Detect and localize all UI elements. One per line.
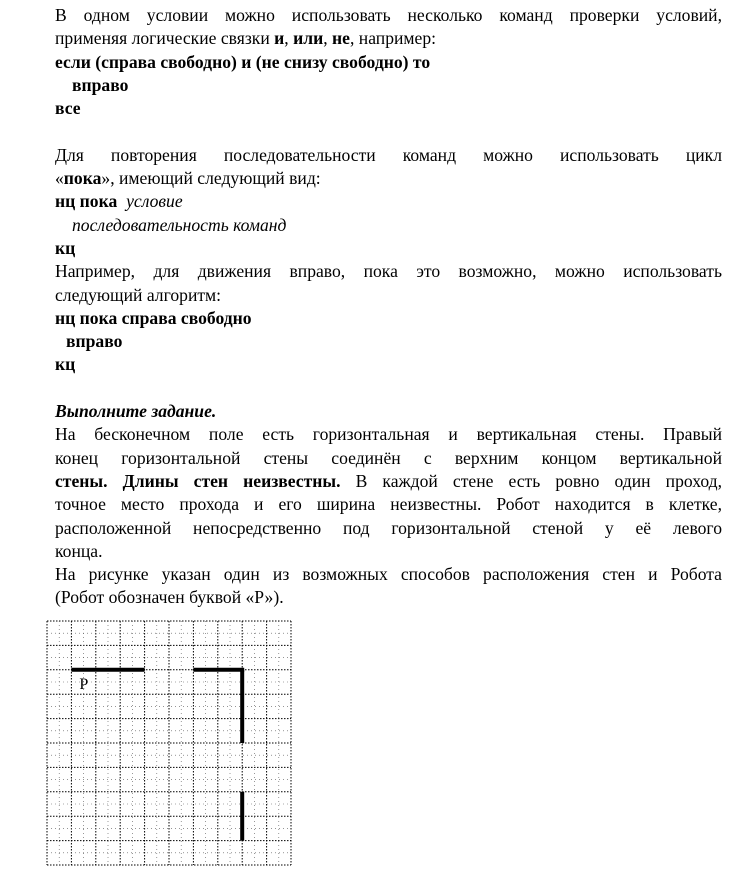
document-page — [55, 4, 722, 610]
example2-head: нц пока справа свободно — [55, 307, 252, 328]
para3-line1: Например, для движения вправо, пока это возможно, можно использовать — [55, 261, 722, 282]
robot-label: Р — [79, 675, 89, 693]
syntax-body: последовательность команд — [72, 214, 287, 235]
task-line2: конец горизонтальной стены соединён с верхним концом вертикальной — [55, 447, 722, 468]
spacer — [55, 120, 722, 143]
keyword-and: и — [274, 28, 285, 49]
task-line5: расположенной непосредственно под горизонтальной стеной у её левого — [55, 517, 722, 538]
example1-end: все — [55, 98, 81, 119]
para2-line2 — [55, 167, 722, 190]
task-line8: (Робот обозначен буквой «Р»). — [55, 587, 284, 608]
task-line7: На рисунке указан один из возможных способов расположения стен и Робота — [55, 564, 722, 585]
field-figure — [46, 620, 298, 868]
keyword-not: не — [332, 28, 350, 49]
task-line4: точное место прохода и его ширина неизвестны. Робот находится в клетке, — [55, 494, 722, 515]
syntax-condition: условие — [126, 191, 183, 212]
keyword-while: пока — [63, 168, 102, 189]
example2-end: кц — [55, 354, 76, 375]
spacer — [55, 377, 722, 400]
para3-line2: следующий алгоритм: — [55, 284, 222, 305]
para2-line1: Для повторения последовательности команд можно использовать цикл — [55, 144, 722, 165]
bold-text: стены. Длины стен неизвестны. — [55, 470, 341, 491]
text: , например: — [349, 28, 437, 49]
syntax-head — [55, 190, 722, 213]
text: « — [55, 168, 64, 189]
task-line3 — [55, 470, 722, 493]
para1-line1: В одном условии можно использовать несколько команд проверки условий, — [55, 5, 722, 25]
text: В каждой стене есть ровно один проход, — [340, 470, 722, 491]
example2-body: вправо — [66, 331, 123, 352]
keyword-nc-while: нц пока — [55, 191, 118, 212]
text: , — [323, 28, 333, 49]
task-line1: На бесконечном поле есть горизонтальная и вертикальная стены. Правый — [55, 424, 722, 445]
text: », имеющий следующий вид: — [101, 168, 321, 189]
para1-line2 — [55, 27, 722, 50]
text: применяя логические связки — [55, 28, 275, 49]
example1-body: вправо — [72, 74, 129, 95]
task-title: Выполните задание. — [55, 401, 217, 422]
example1-condition: если (справа свободно) и (не снизу свободно) то — [55, 51, 431, 72]
text: , — [284, 28, 294, 49]
syntax-end: кц — [55, 237, 76, 258]
keyword-or: или — [293, 28, 324, 49]
task-line6: конца. — [55, 540, 103, 561]
